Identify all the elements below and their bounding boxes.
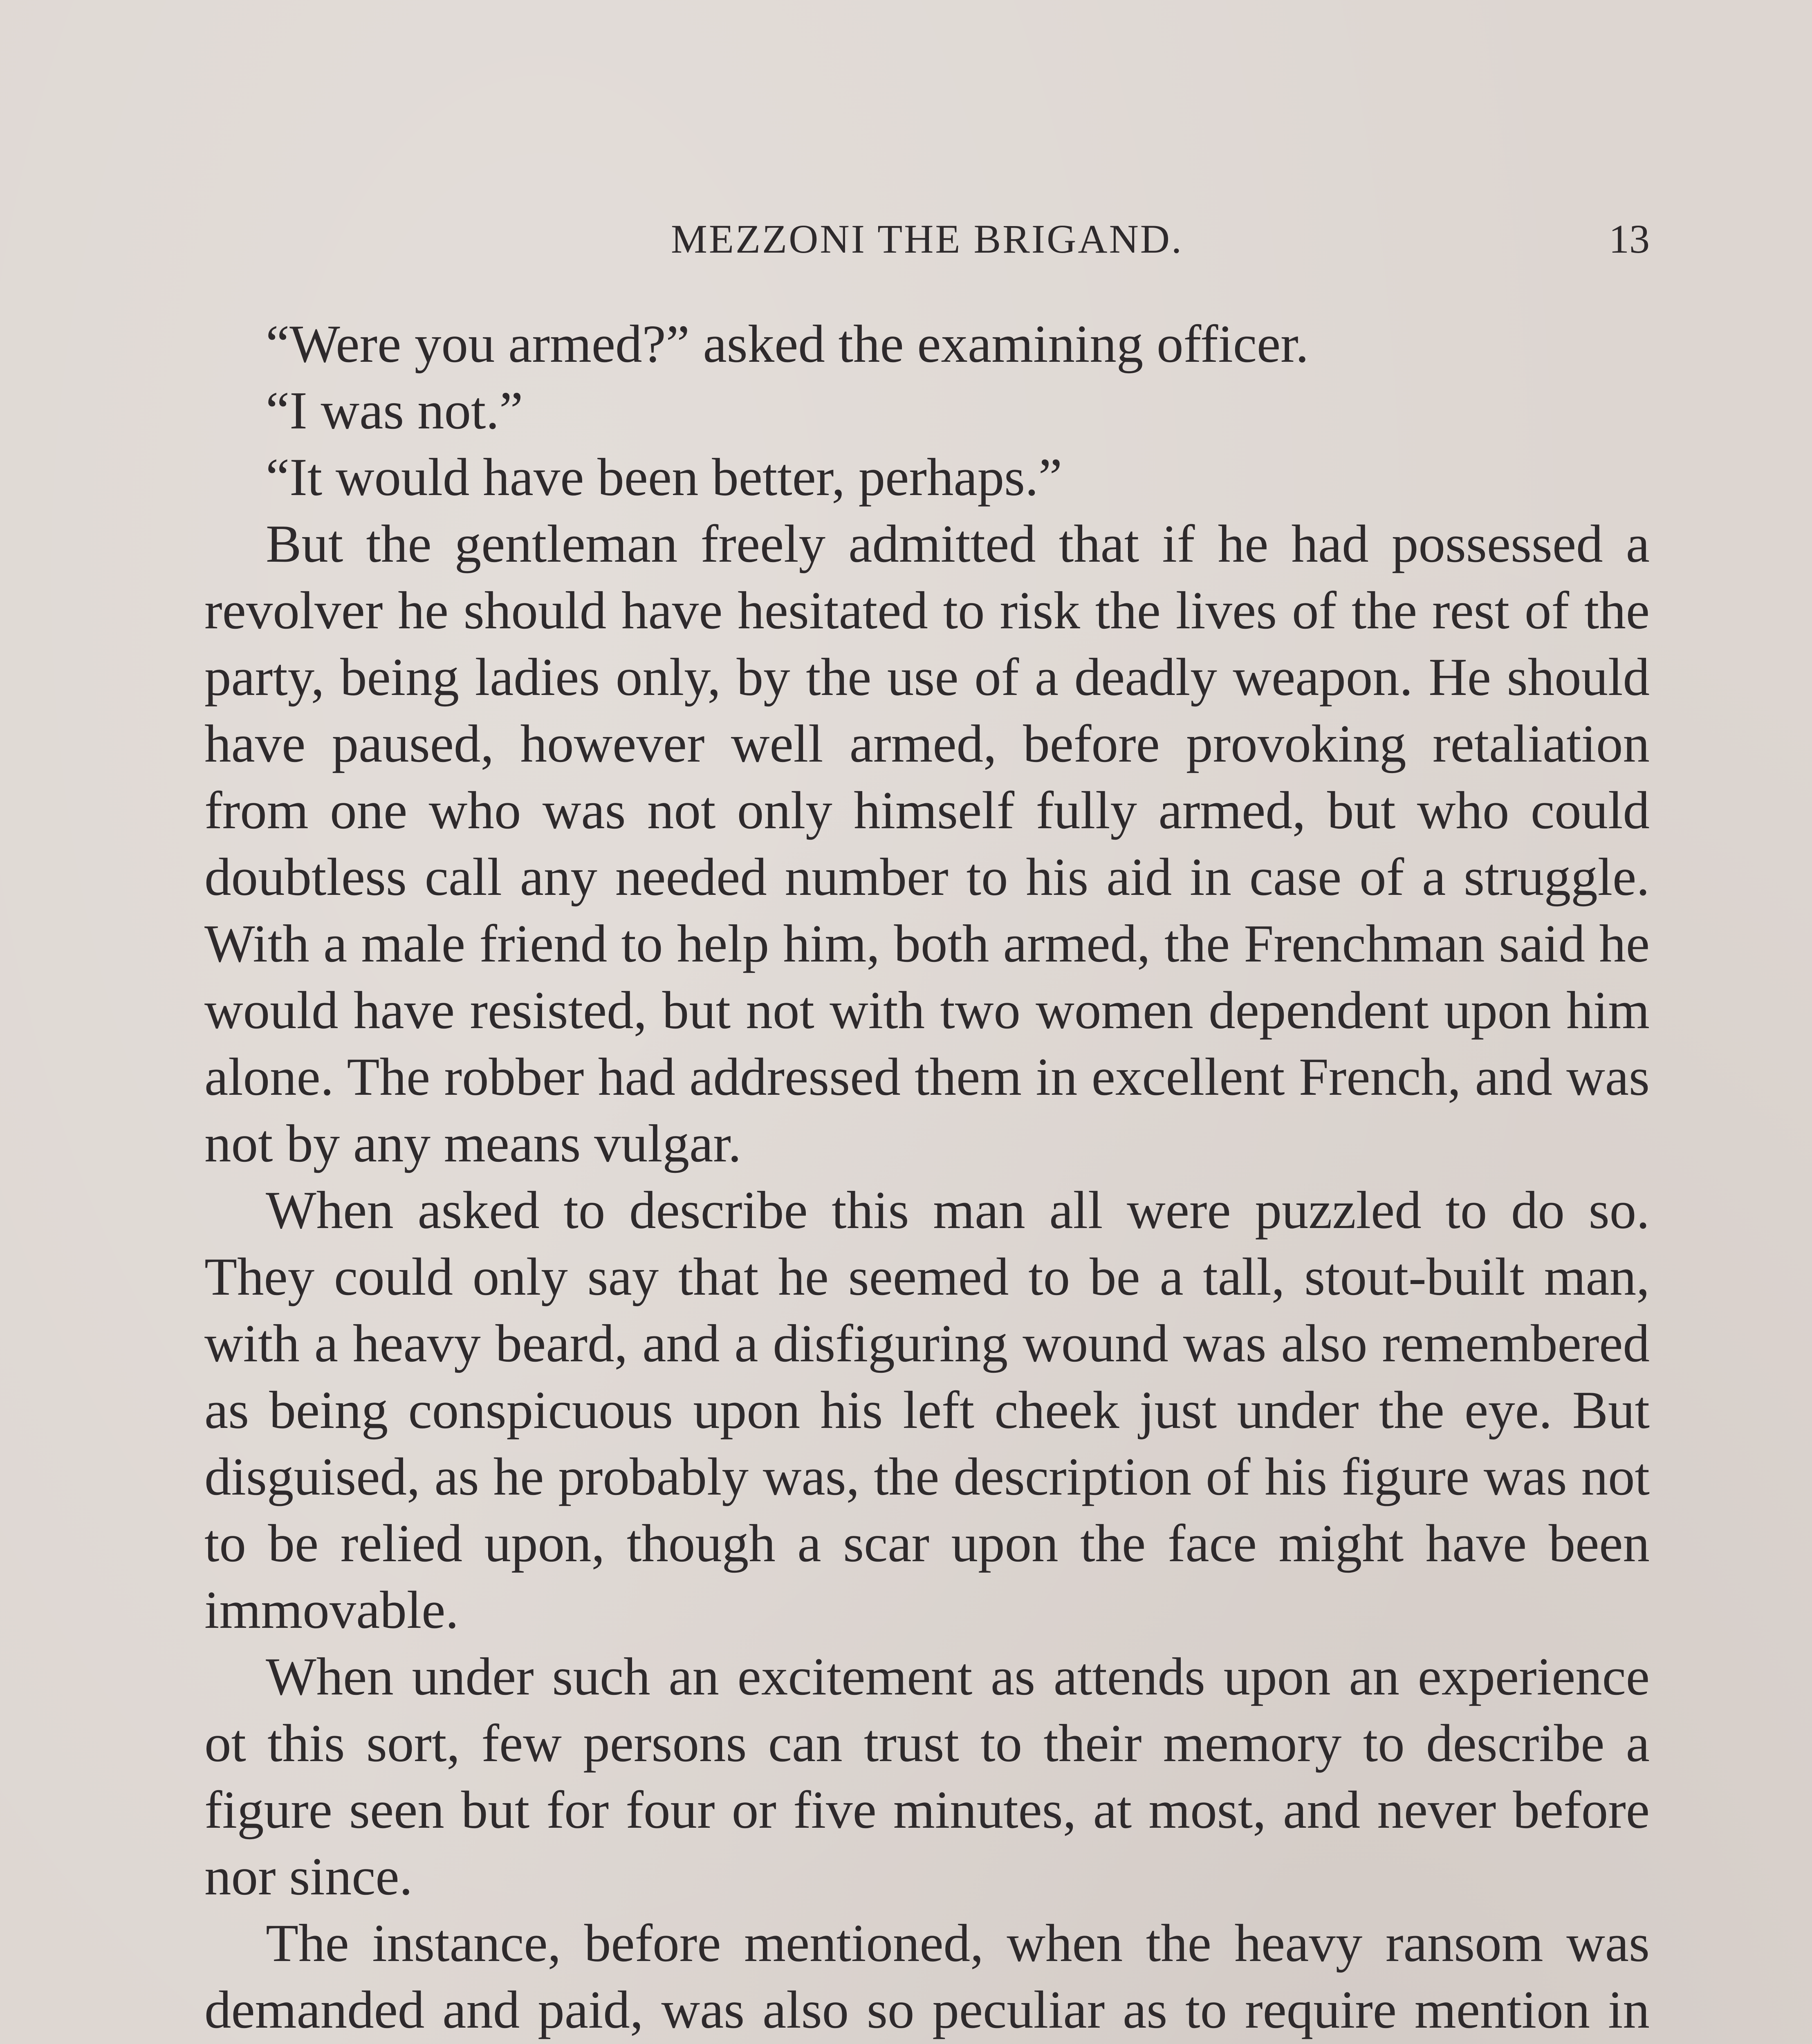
paragraph: But the gentleman freely admitted that if he had possessed a revolver he should have hesitated to risk the lives of the rest of the party, being ladies only, by the use of a deadly weapon. He should have paused, however well armed, before provoking retaliation from one who was not only himself fully armed, but who could doubtless call any needed number to his aid in case of a struggle. With a male friend to help him, both armed, the Frenchman said he would have resisted, but not with two women dependent upon him alone. The robber had addressed them in excellent French, and was not by any means vulgar. [204, 514, 1650, 1173]
body-text [204, 311, 1650, 2044]
paragraph: When under such an excitement as attends upon an experience ot this sort, few persons can trust to their memory to describe a figure seen but for four or five minutes, at most, and never before nor since. [204, 1647, 1650, 1906]
paragraph: When asked to describe this man all were puzzled to do so. They could only say that he seemed to be a tall, stout-built man, with a heavy beard, and a disfiguring wound was also remembered as being conspicuous upon his left cheek just under the eye. But disguised, as he probably was, the description of his figure was not to be relied upon, though a scar upon the face might have been immovable. [204, 1181, 1650, 1640]
paragraph: “Were you armed?” asked the examining officer. [266, 314, 1309, 374]
paragraph: The instance, before mentioned, when the heavy ransom was demanded and paid, was also so peculiar as to require mention in [204, 1914, 1650, 2040]
page-number: 13 [1609, 216, 1650, 262]
page-header [204, 213, 1650, 266]
running-head: MEZZONI THE BRIGAND. [671, 216, 1184, 262]
paragraph: “It would have been better, perhaps.” [266, 448, 1062, 507]
paragraph: “I was not.” [266, 381, 523, 440]
